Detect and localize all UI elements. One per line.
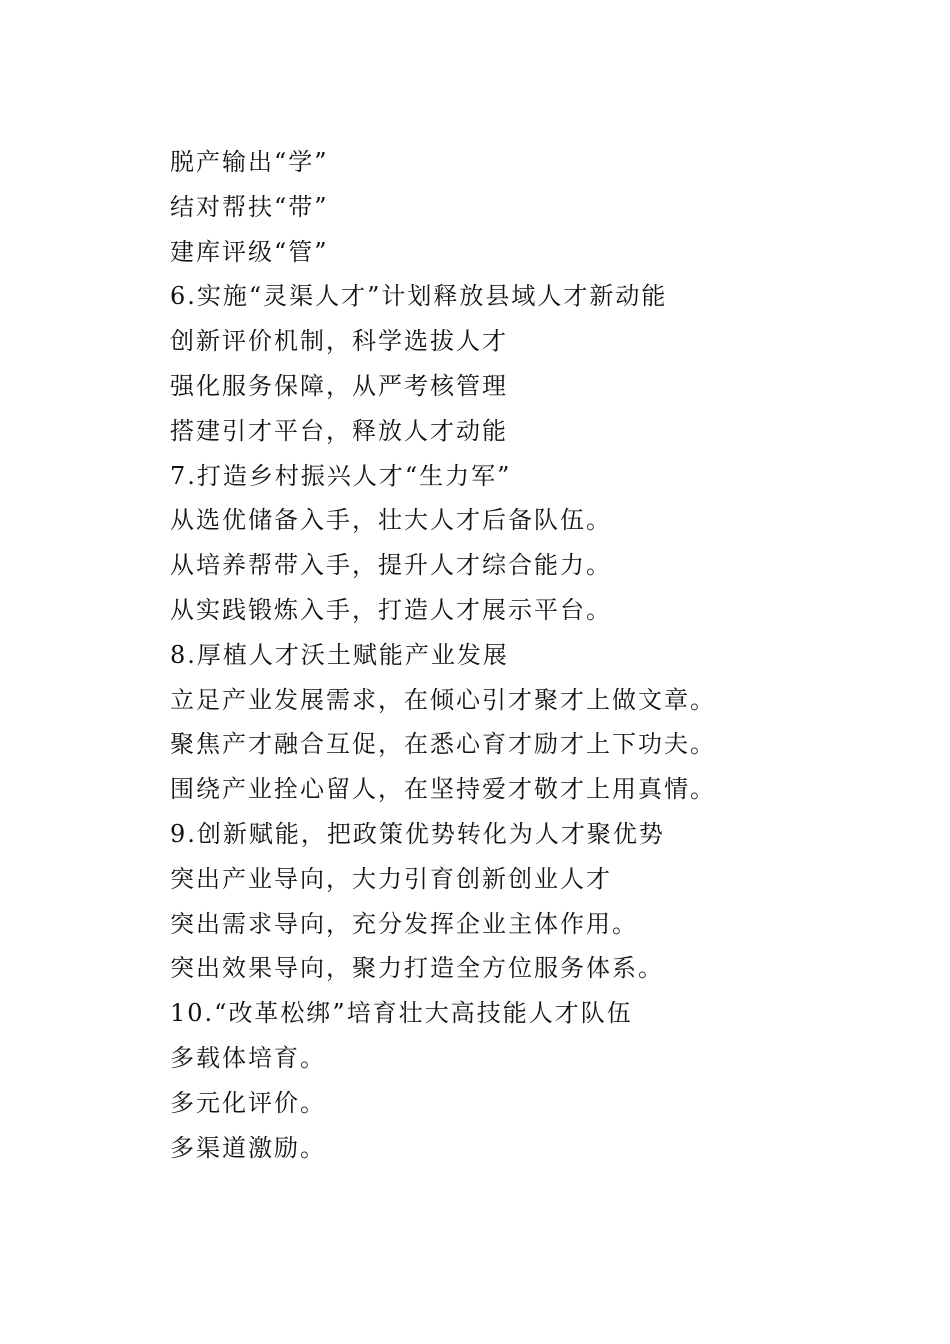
text-line: 从培养帮带入手，提升人才综合能力。 [170, 551, 612, 580]
section-heading: 7.打造乡村振兴人才“生力军” [170, 461, 512, 490]
section-heading: 9.创新赋能，把政策优势转化为人才聚优势 [170, 819, 665, 848]
text-line: 建库评级“管” [170, 237, 329, 266]
text-line: 从实践锻炼入手，打造人才展示平台。 [170, 595, 612, 624]
section-heading: 6.实施“灵渠人才”计划释放县域人才新动能 [170, 282, 668, 311]
text-line: 突出产业导向，大力引育创新创业人才 [170, 864, 612, 893]
text-line: 结对帮扶“带” [170, 192, 329, 221]
text-line: 突出效果导向，聚力打造全方位服务体系。 [170, 954, 664, 983]
text-line: 创新评价机制，科学选拔人才 [170, 327, 508, 356]
section-heading: 8.厚植人才沃土赋能产业发展 [170, 640, 509, 669]
text-line: 从选优储备入手，壮大人才后备队伍。 [170, 506, 612, 535]
text-line: 立足产业发展需求，在倾心引才聚才上做文章。 [170, 685, 716, 714]
text-line: 搭建引才平台，释放人才动能 [170, 416, 508, 445]
text-line: 突出需求导向，充分发挥企业主体作用。 [170, 909, 638, 938]
text-line: 脱产输出“学” [170, 148, 329, 176]
text-line: 聚焦产才融合互促，在悉心育才励才上下功夫。 [170, 730, 716, 759]
text-line: 多渠道激励。 [170, 1133, 326, 1162]
section-heading: 10.“改革松绑”培育壮大高技能人才队伍 [170, 999, 633, 1028]
text-line: 围绕产业拴心留人，在坚持爱才敬才上用真情。 [170, 775, 716, 804]
document-body [170, 140, 870, 1170]
text-line: 多载体培育。 [170, 1043, 326, 1072]
text-line: 强化服务保障，从严考核管理 [170, 371, 508, 400]
text-line: 多元化评价。 [170, 1088, 326, 1117]
